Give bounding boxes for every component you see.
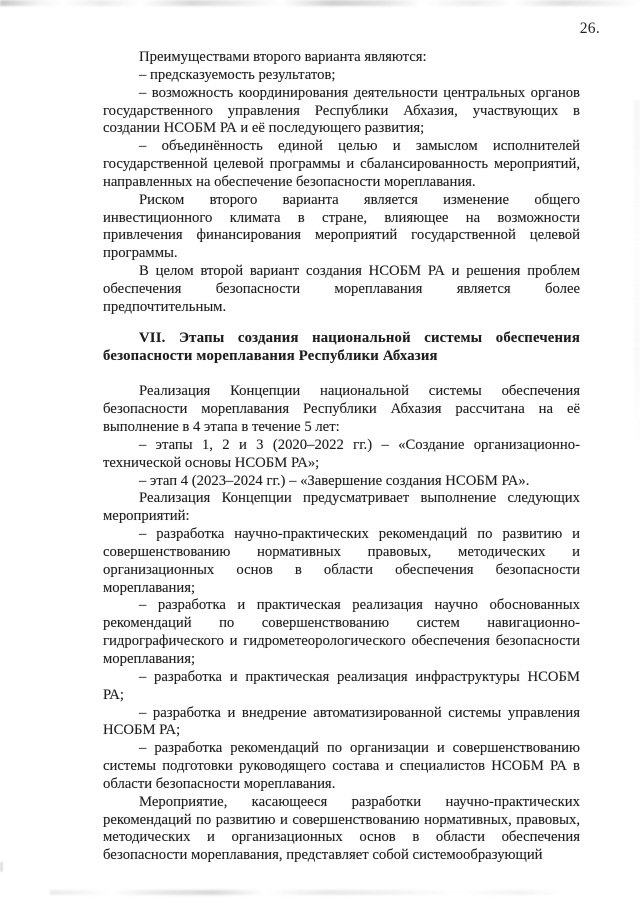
- bullet-unity-line-3: направленных на обеспечение безопасности мореплавания.: [103, 173, 476, 190]
- bullet-unity-line-1: – объединённость единой целью и замыслом исполнителей: [139, 138, 580, 155]
- bullet-measure-navigation-systems-line-3: гидрографического и гидрометеорологического обеспечения безопасности: [103, 633, 580, 650]
- para-system-forming-measure-line-3: методических и организационных основ в области обеспечения: [103, 829, 580, 846]
- bullet-measure-navigation-systems: [103, 597, 580, 668]
- bullet-measure-recommendations-line-3: организационных основ в области обеспечения безопасности: [103, 561, 580, 578]
- bullet-measure-automated-system: [103, 705, 580, 741]
- bullet-predictability-line-1: – предсказуемость результатов;: [139, 66, 336, 83]
- bullet-measure-training: [103, 740, 580, 794]
- bullet-stages-1-3: [103, 437, 580, 473]
- para-preferred-option-line-3: предпочтительным.: [103, 298, 227, 315]
- bullet-measure-training-line-3: области безопасности мореплавания.: [103, 775, 336, 792]
- bullet-unity-line-2: государственной целевой программы и сбалансированность мероприятий,: [103, 156, 580, 173]
- para-risk-line-1: Риском второго варианта является изменение общего: [139, 191, 580, 208]
- bullet-coordination-line-3: создании НСОБМ РА и её последующего развития;: [103, 120, 425, 137]
- bullet-coordination-line-1: – возможность координирования деятельности центральных органов: [139, 84, 580, 101]
- para-measures-intro: [103, 490, 580, 526]
- bullet-measure-automated-system-line-2: НСОБМ РА;: [103, 722, 181, 739]
- bullet-predictability: [103, 67, 580, 85]
- para-measures-intro-line-2: мероприятий:: [103, 508, 190, 525]
- bullet-coordination: [103, 85, 580, 139]
- para-implementation-timeline-line-2: безопасности мореплавания Республики Абхазия рассчитана на её: [103, 401, 580, 418]
- para-system-forming-measure-line-2: рекомендаций по развитию и совершенствованию нормативных, правовых,: [103, 811, 580, 828]
- bullet-measure-recommendations-line-4: мореплавания;: [103, 579, 196, 596]
- para-system-forming-measure-line-4: безопасности мореплавания, представляет собой системообразующий: [103, 847, 543, 864]
- bullet-measure-navigation-systems-line-4: мореплавания;: [103, 651, 196, 667]
- para-measures-intro-line-1: Реализация Концепции предусматривает выполнение следующих: [139, 490, 580, 507]
- bullet-measure-navigation-systems-line-2: рекомендаций по совершенствованию систем навигационно-: [103, 615, 580, 632]
- para-risk-line-3: привлечения финансирования мероприятий государственной целевой: [103, 227, 580, 244]
- scan-artifact-bottom-edge: [50, 890, 560, 895]
- bullet-unity: [103, 138, 580, 192]
- bullet-stages-1-3-line-1: – этапы 1, 2 и 3 (2020–2022 гг.) – «Создание организационно-: [139, 436, 580, 453]
- bullet-measure-infrastructure-line-1: – разработка и практическая реализация инфраструктуры НСОБМ: [139, 668, 580, 685]
- bullet-measure-automated-system-line-1: – разработка и внедрение автоматизированной системы управления: [139, 704, 580, 721]
- para-risk: [103, 192, 580, 263]
- para-advantages-intro: [103, 49, 580, 67]
- para-risk-line-4: программы.: [103, 245, 178, 262]
- para-preferred-option-line-2: обеспечения безопасности мореплавания является более: [103, 280, 580, 297]
- bullet-coordination-line-2: государственного управления Республики Абхазия, участвующих в: [103, 102, 580, 119]
- section-heading-vii-line-1: VII. Этапы создания национальной системы обеспечения: [139, 329, 580, 346]
- bullet-measure-navigation-systems-line-1: – разработка и практическая реализация научно обоснованных: [139, 597, 580, 614]
- para-system-forming-measure: [103, 794, 580, 865]
- document-body: [103, 49, 580, 865]
- bullet-measure-recommendations: [103, 526, 580, 597]
- bullet-measure-training-line-2: системы подготовки руководящего состава и специалистов НСОБМ РА в: [103, 758, 580, 775]
- para-preferred-option-line-1: В целом второй вариант создания НСОБМ РА и решения проблем: [139, 263, 580, 280]
- section-heading-vii: [103, 330, 580, 366]
- scan-artifact-left-edge: [0, 862, 3, 872]
- bullet-measure-recommendations-line-1: – разработка научно-практических рекомендаций по развитию и: [139, 526, 580, 543]
- para-preferred-option: [103, 263, 580, 317]
- bullet-measure-recommendations-line-2: совершенствованию нормативных правовых, методических и: [103, 543, 580, 560]
- para-system-forming-measure-line-1: Мероприятие, касающееся разработки научно-практических: [139, 793, 580, 810]
- bullet-stages-1-3-line-2: технической основы НСОБМ РА»;: [103, 454, 320, 471]
- bullet-measure-infrastructure-line-2: РА;: [103, 686, 124, 703]
- para-advantages-intro-line-1: Преимуществами второго варианта являются:: [139, 49, 427, 65]
- bullet-stage-4-line-1: – этап 4 (2023–2024 гг.) – «Завершение создания НСОБМ РА».: [139, 472, 530, 489]
- para-risk-line-2: инвестиционного климата в стране, влияющее на возможности: [103, 209, 580, 226]
- para-implementation-timeline: [103, 383, 580, 437]
- bullet-measure-training-line-1: – разработка рекомендаций по организации и совершенствованию: [139, 740, 580, 757]
- section-heading-vii-line-2: безопасности мореплавания Республики Абхазия: [103, 347, 438, 364]
- para-implementation-timeline-line-3: выполнение в 4 этапа в течение 5 лет:: [103, 419, 340, 436]
- page-number: 26.: [579, 20, 600, 37]
- scan-artifact-top-edge: [0, 0, 640, 6]
- bullet-measure-infrastructure: [103, 669, 580, 705]
- bullet-stage-4: [103, 473, 580, 491]
- para-implementation-timeline-line-1: Реализация Концепции национальной системы обеспечения: [139, 383, 580, 400]
- scan-artifact-right-edge: [634, 100, 640, 440]
